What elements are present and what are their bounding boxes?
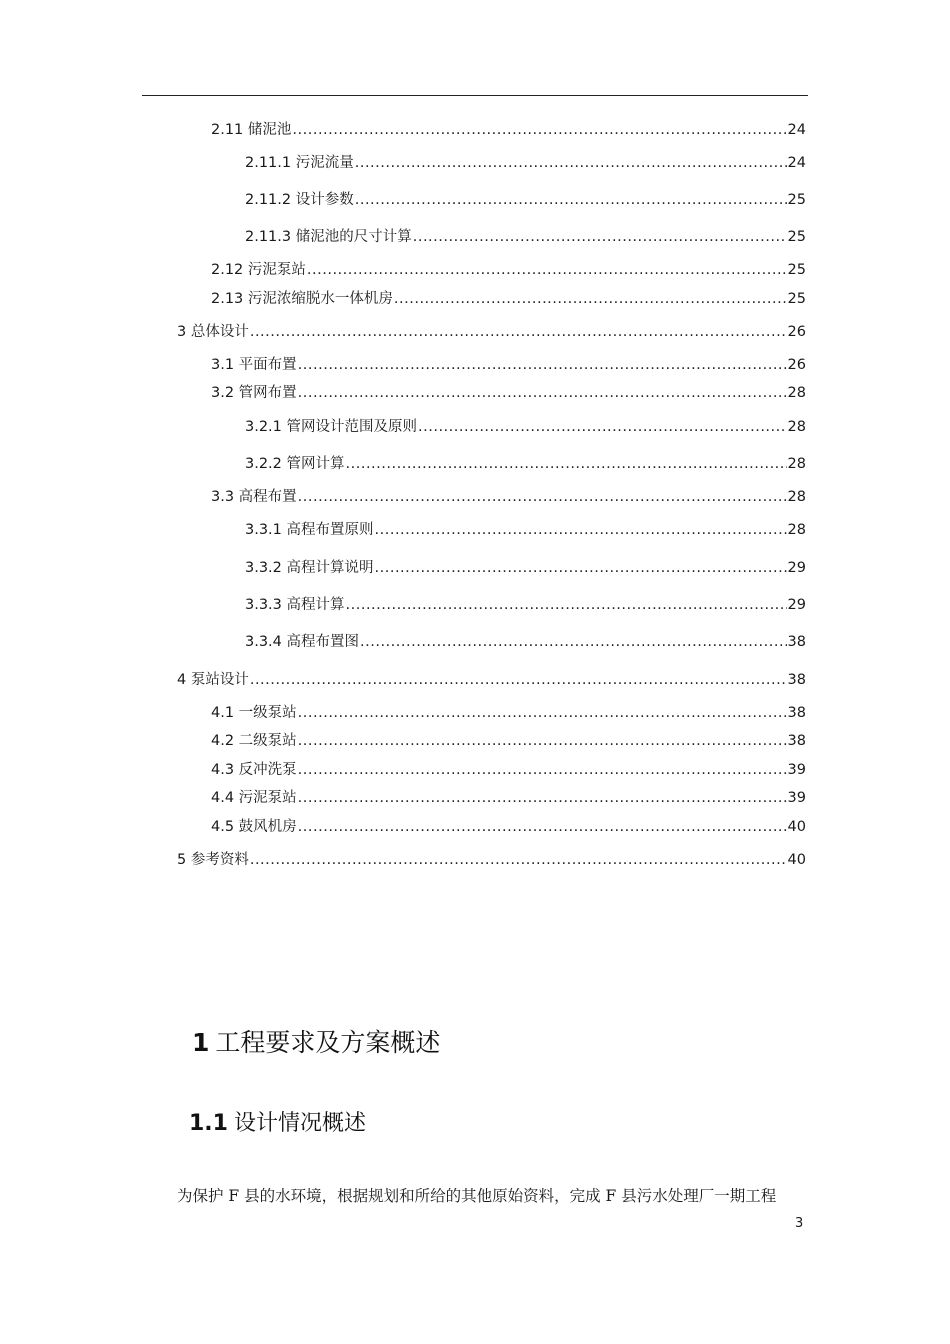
toc-leader-dots [298,816,787,838]
header-rule [142,95,808,96]
toc-entry-page: 28 [787,522,806,538]
toc-entry-page: 28 [787,489,806,505]
toc-entry-label: 3.2.2 管网计算 [245,456,345,472]
toc-entry[interactable] [211,787,806,809]
toc-leader-dots [355,189,787,211]
toc-leader-dots [375,557,787,579]
toc-entry-label: 4.4 污泥泵站 [211,790,297,806]
toc-entry-label: 4.5 鼓风机房 [211,819,297,835]
toc-entry-label: 4.1 一级泵站 [211,705,297,721]
toc-entry-page: 28 [787,419,806,435]
toc-entry-label: 3.3.1 高程布置原则 [245,522,374,538]
toc-entry[interactable] [211,730,806,752]
section-heading [189,1107,366,1141]
toc-entry-page: 38 [787,634,806,650]
toc-entry-page: 40 [787,852,806,868]
toc-entry-page: 28 [787,385,806,401]
toc-entry-label: 2.11.1 污泥流量 [245,155,354,171]
toc-entry[interactable] [211,259,806,281]
toc-leader-dots [250,669,787,691]
toc-entry-page: 25 [787,192,806,208]
toc-leader-dots [250,321,787,343]
toc-leader-dots [346,594,787,616]
toc-entry-label: 5 参考资料 [177,852,249,868]
toc-entry-page: 24 [787,155,806,171]
toc-entry[interactable] [177,669,806,691]
toc-entry[interactable] [211,702,806,724]
toc-leader-dots [346,453,787,475]
toc-entry-label: 2.11.2 设计参数 [245,192,354,208]
toc-entry[interactable] [177,849,806,871]
toc-entry[interactable] [245,519,806,541]
toc-entry[interactable] [177,321,806,343]
toc-leader-dots [418,416,787,438]
toc-leader-dots [298,787,787,809]
toc-entry[interactable] [211,288,806,310]
toc-entry-page: 29 [787,560,806,576]
toc-entry[interactable] [211,816,806,838]
toc-entry[interactable] [245,226,806,248]
toc-entry-page: 28 [787,456,806,472]
section-heading-number: 1.1 [189,1111,228,1136]
toc-entry[interactable] [245,152,806,174]
toc-leader-dots [413,226,787,248]
toc-leader-dots [360,631,787,653]
toc-entry-page: 39 [787,762,806,778]
toc-entry-label: 4.2 二级泵站 [211,733,297,749]
toc-leader-dots [375,519,787,541]
toc-entry-label: 2.11.3 储泥池的尺寸计算 [245,229,412,245]
toc-entry-label: 3.2 管网布置 [211,385,297,401]
toc-entry-label: 3 总体设计 [177,324,249,340]
toc-entry-page: 38 [787,672,806,688]
toc-entry[interactable] [211,759,806,781]
toc-leader-dots [298,702,787,724]
toc-entry-label: 2.12 污泥泵站 [211,262,306,278]
chapter-heading-number: 1 [192,1028,210,1057]
toc-leader-dots [292,119,786,141]
chapter-heading-text: 工程要求及方案概述 [215,1028,441,1057]
toc-entry-page: 40 [787,819,806,835]
toc-leader-dots [355,152,787,174]
toc-entry-label: 3.3.2 高程计算说明 [245,560,374,576]
toc-entry-label: 3.3.4 高程布置图 [245,634,360,650]
toc-entry[interactable] [245,416,806,438]
toc-entry[interactable] [211,354,806,376]
toc-leader-dots [298,382,787,404]
toc-entry[interactable] [245,594,806,616]
toc-entry[interactable] [245,557,806,579]
toc-entry-label: 2.11 储泥池 [211,122,292,138]
toc-entry-page: 29 [787,597,806,613]
toc-leader-dots [394,288,787,310]
toc-leader-dots [298,759,787,781]
toc-leader-dots [250,849,787,871]
toc-entry-label: 3.3 高程布置 [211,489,297,505]
toc-entry-page: 25 [787,291,806,307]
toc-entry-label: 4 泵站设计 [177,672,249,688]
page-number: 3 [795,1216,804,1231]
toc-entry-label: 3.1 平面布置 [211,357,297,373]
chapter-heading [192,1025,440,1061]
toc-entry-page: 24 [787,122,806,138]
section-heading-text: 设计情况概述 [233,1111,366,1136]
toc-entry-page: 25 [787,229,806,245]
body-paragraph: 为保护 F 县的水环境，根据规划和所给的其他原始资料，完成 F 县污水处理厂一期工程 [177,1187,777,1205]
toc-entry[interactable] [245,189,806,211]
toc-entry-page: 25 [787,262,806,278]
toc-entry-label: 4.3 反冲洗泵 [211,762,297,778]
toc-leader-dots [298,486,787,508]
toc-entry[interactable] [211,486,806,508]
toc-entry[interactable] [211,119,806,141]
toc-leader-dots [298,354,787,376]
toc-entry-page: 38 [787,733,806,749]
toc-entry[interactable] [245,453,806,475]
toc-entry-label: 2.13 污泥浓缩脱水一体机房 [211,291,393,307]
toc-entry-page: 26 [787,357,806,373]
toc-entry[interactable] [245,631,806,653]
toc-leader-dots [307,259,787,281]
toc-entry-page: 26 [787,324,806,340]
toc-leader-dots [298,730,787,752]
toc-entry-label: 3.2.1 管网设计范围及原则 [245,419,418,435]
toc-entry[interactable] [211,382,806,404]
toc-entry-page: 39 [787,790,806,806]
toc-entry-label: 3.3.3 高程计算 [245,597,345,613]
toc-entry-page: 38 [787,705,806,721]
